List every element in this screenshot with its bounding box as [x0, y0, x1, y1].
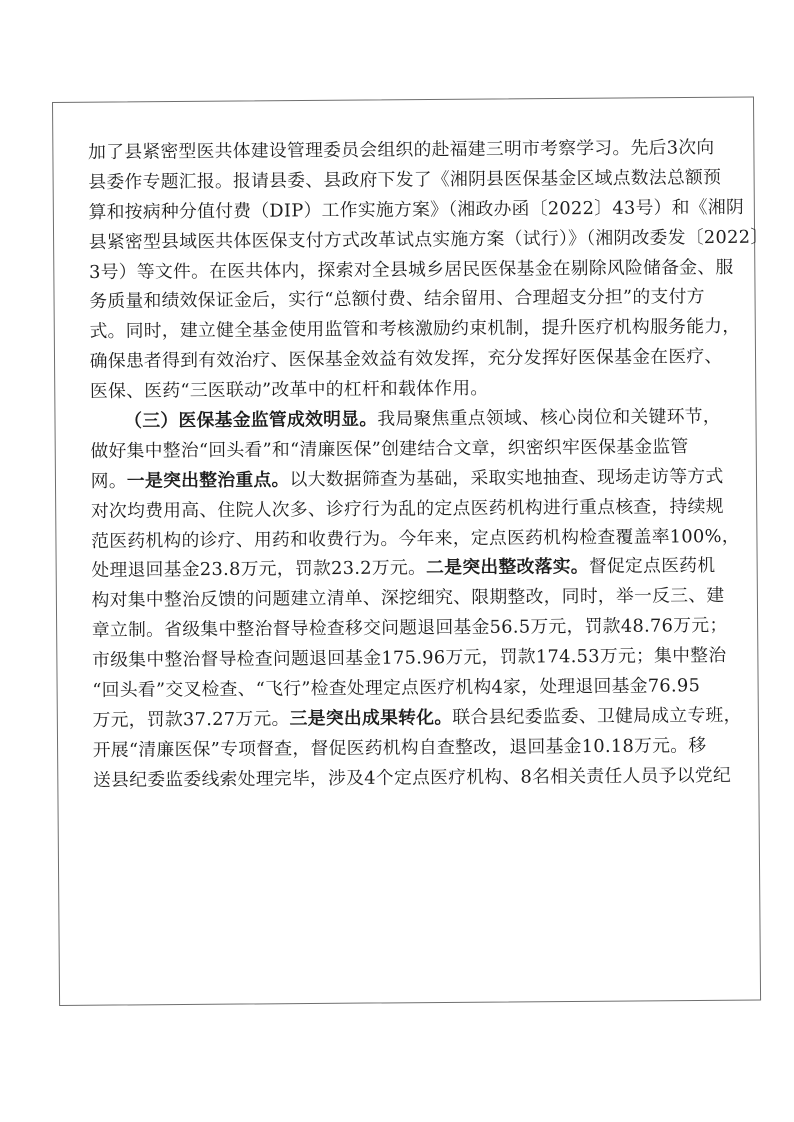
text-line: 对次均费用高、住院人次多、诊疗行为乱的定点医药机构进行重点核查，持续规 — [90, 495, 724, 522]
text-line: 送县纪委监委线索处理完毕，涉及4个定点医疗机构、8名相关责任人员予以党纪 — [92, 764, 732, 791]
text-line: 医保、医药“三医联动”改革中的杠杆和载体作用。 — [89, 377, 489, 403]
text-line: 3号）等文件。在医共体内，探索对全县城乡居民医保基金在剔除风险储备金、服 — [88, 256, 734, 283]
point-heading-2: 二是突出整改落实。 — [426, 556, 589, 579]
text-line: 做好集中整治“回头看”和“清廉医保”创建结合文章，织密织牢医保基金监管 — [90, 436, 689, 462]
text-line: 网。一是突出整治重点。以大数据筛查为基础，采取实地抽查、现场走访等方式 — [90, 465, 724, 492]
section-heading: （三）医保基金监管成效明显。 — [124, 408, 378, 432]
text-line: 构对集中整治反馈的问题建立清单、深挖细究、限期整改，同时，举一反三、建 — [91, 585, 725, 612]
text-line: 加了县紧密型医共体建设管理委员会组织的赴福建三明市考察学习。先后3次向 — [88, 137, 715, 163]
text-line: 算和按病种分值付费（DIP）工作实施方案》（湘政办函〔2022〕43号）和《湘阴 — [88, 196, 745, 223]
text-line: 万元，罚款37.27万元。三是突出成果转化。联合县纪委监委、卫健局成立专班， — [92, 704, 742, 731]
text-line: “回头看”交叉检查、“飞行”检查处理定点医疗机构4家，处理退回基金76.95 — [92, 675, 701, 702]
text-line: 章立制。省级集中整治督导检查移交问题退回基金56.5万元，罚款48.76万元； — [91, 615, 728, 642]
point-heading-1: 一是突出整治重点。 — [126, 469, 290, 492]
text-line: 确保患者得到有效治疗、医保基金效益有效发挥，充分发挥好医保基金在医疗、 — [89, 346, 723, 373]
document-body — [88, 133, 769, 796]
text-line: 式。同时，建立健全基金使用监管和考核激励约束机制，提升医疗机构服务能力， — [89, 316, 741, 343]
text-line: 务质量和绩效保证金后，实行“总额付费、结余留用、合理超支分担”的支付方 — [89, 286, 705, 313]
section-heading-line: （三）医保基金监管成效明显。我局聚焦重点领域、核心岗位和关键环节， — [124, 406, 721, 432]
text-line: 市级集中整治督导检查问题退回基金175.96万元，罚款174.53万元；集中整治 — [92, 645, 727, 672]
text-line: 范医药机构的诊疗、用药和收费行为。今年来，定点医药机构检查覆盖率100%， — [91, 525, 740, 552]
point-heading-3: 三是突出成果转化。 — [289, 707, 453, 730]
text-line: 处理退回基金23.8万元，罚款23.2万元。二是突出整改落实。督促定点医药机 — [91, 555, 716, 582]
text-line: 县紧密型县域医共体医保支付方式改革试点实施方案（试行）》（湘阴改委发〔2022〕 — [88, 226, 769, 253]
text-line: 县委作专题汇报。报请县委、县政府下发了《湘阴县医保基金区域点数法总额预 — [88, 166, 722, 193]
text-line: 开展“清廉医保”专项督查，督促医药机构自查整改，退回基金10.18万元。移 — [92, 734, 707, 761]
